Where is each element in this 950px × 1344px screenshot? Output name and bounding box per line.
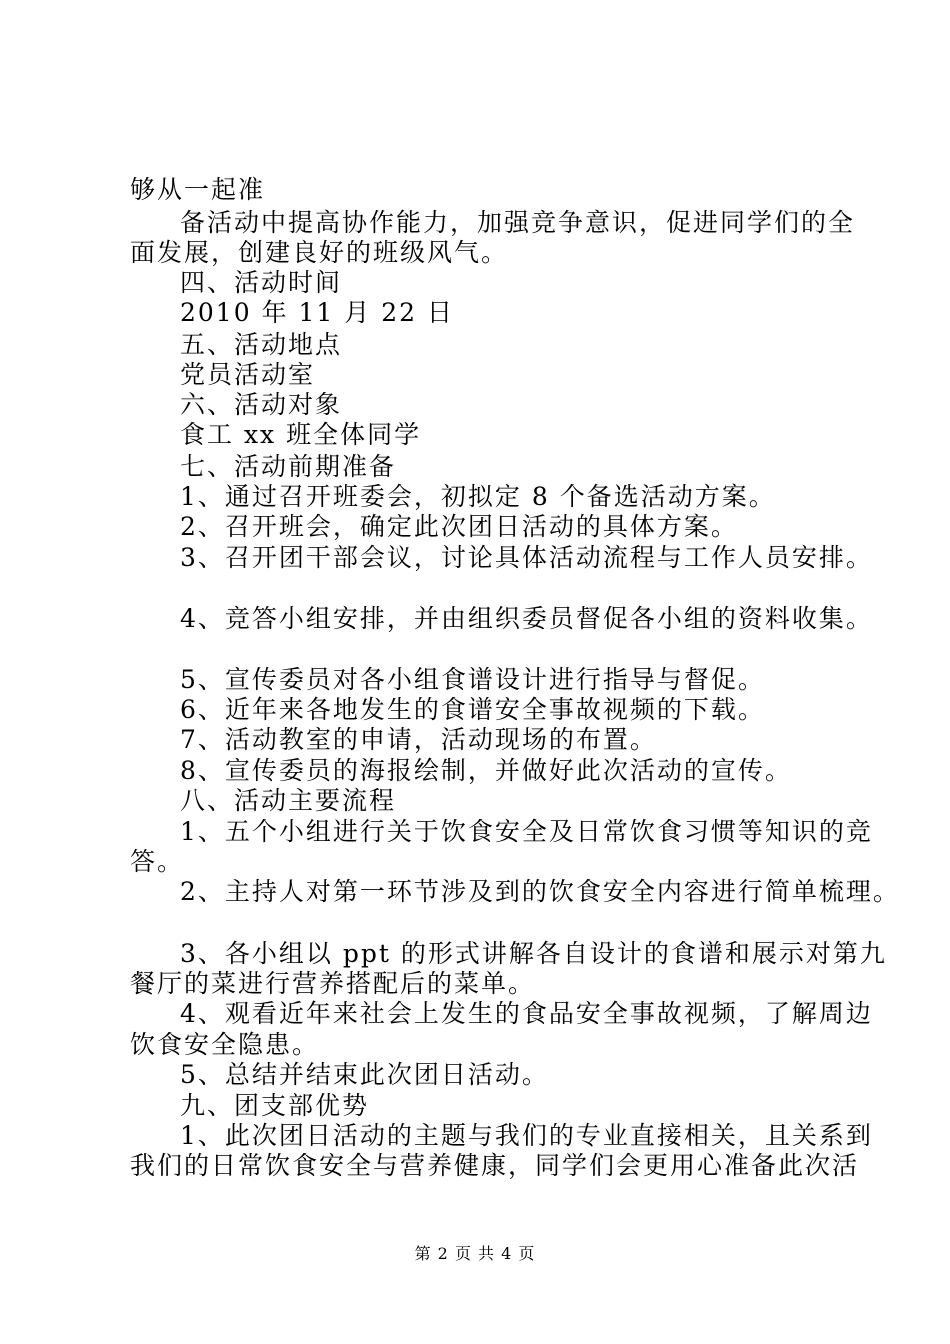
text-line: 我们的日常饮食安全与营养健康，同学们会更用心准备此次活 — [130, 1151, 860, 1180]
section-heading: 七、活动前期准备 — [180, 452, 397, 481]
list-item: 4、竞答小组安排，并由组织委员督促各小组的资料收集。 — [180, 604, 873, 633]
list-item: 6、近年来各地发生的食谱安全事故视频的下载。 — [180, 695, 765, 724]
list-item: 5、总结并结束此次团日活动。 — [180, 1060, 549, 1089]
text-line: 饮食安全隐患。 — [130, 1030, 320, 1059]
list-item: 2、召开班会，确定此次团日活动的具体方案。 — [180, 512, 738, 541]
text-line: 面发展，创建良好的班级风气。 — [130, 238, 509, 267]
list-item: 8、宣传委员的海报绘制，并做好此次活动的宣传。 — [180, 756, 792, 785]
page-footer: 第 2 页 共 4 页 — [414, 1244, 536, 1263]
list-item: 2、主持人对第一环节涉及到的饮食安全内容进行简单梳理。 — [180, 877, 900, 906]
section-heading: 八、活动主要流程 — [180, 786, 397, 815]
text-line: 够从一起准 — [130, 175, 266, 204]
text-line: 党员活动室 — [180, 360, 316, 389]
section-heading: 五、活动地点 — [180, 330, 343, 359]
text-line: 食工 xx 班全体同学 — [180, 420, 422, 449]
list-item: 3、召开团干部会议，讨论具体活动流程与工作人员安排。 — [180, 543, 873, 572]
section-heading: 六、活动对象 — [180, 390, 343, 419]
list-item: 1、五个小组进行关于饮食安全及日常饮食习惯等知识的竞 — [180, 817, 873, 846]
list-item: 3、各小组以 ppt 的形式讲解各自设计的食谱和展示对第九 — [180, 939, 887, 968]
text-line: 备活动中提高协作能力，加强竞争意识，促进同学们的全 — [180, 208, 856, 237]
text-line: 2010 年 11 月 22 日 — [180, 298, 454, 327]
list-item: 1、此次团日活动的主题与我们的专业直接相关，且关系到 — [180, 1121, 873, 1150]
text-line: 答。 — [130, 847, 185, 876]
list-item: 5、宣传委员对各小组食谱设计进行指导与督促。 — [180, 665, 765, 694]
section-heading: 九、团支部优势 — [180, 1091, 370, 1120]
list-item: 1、通过召开班委会，初拟定 8 个备选活动方案。 — [180, 482, 776, 511]
text-line: 餐厅的菜进行营养搭配后的菜单。 — [130, 969, 536, 998]
list-item: 4、观看近年来社会上发生的食品安全事故视频，了解周边 — [180, 999, 873, 1028]
list-item: 7、活动教室的申请，活动现场的布置。 — [180, 725, 657, 754]
section-heading: 四、活动时间 — [180, 268, 343, 297]
